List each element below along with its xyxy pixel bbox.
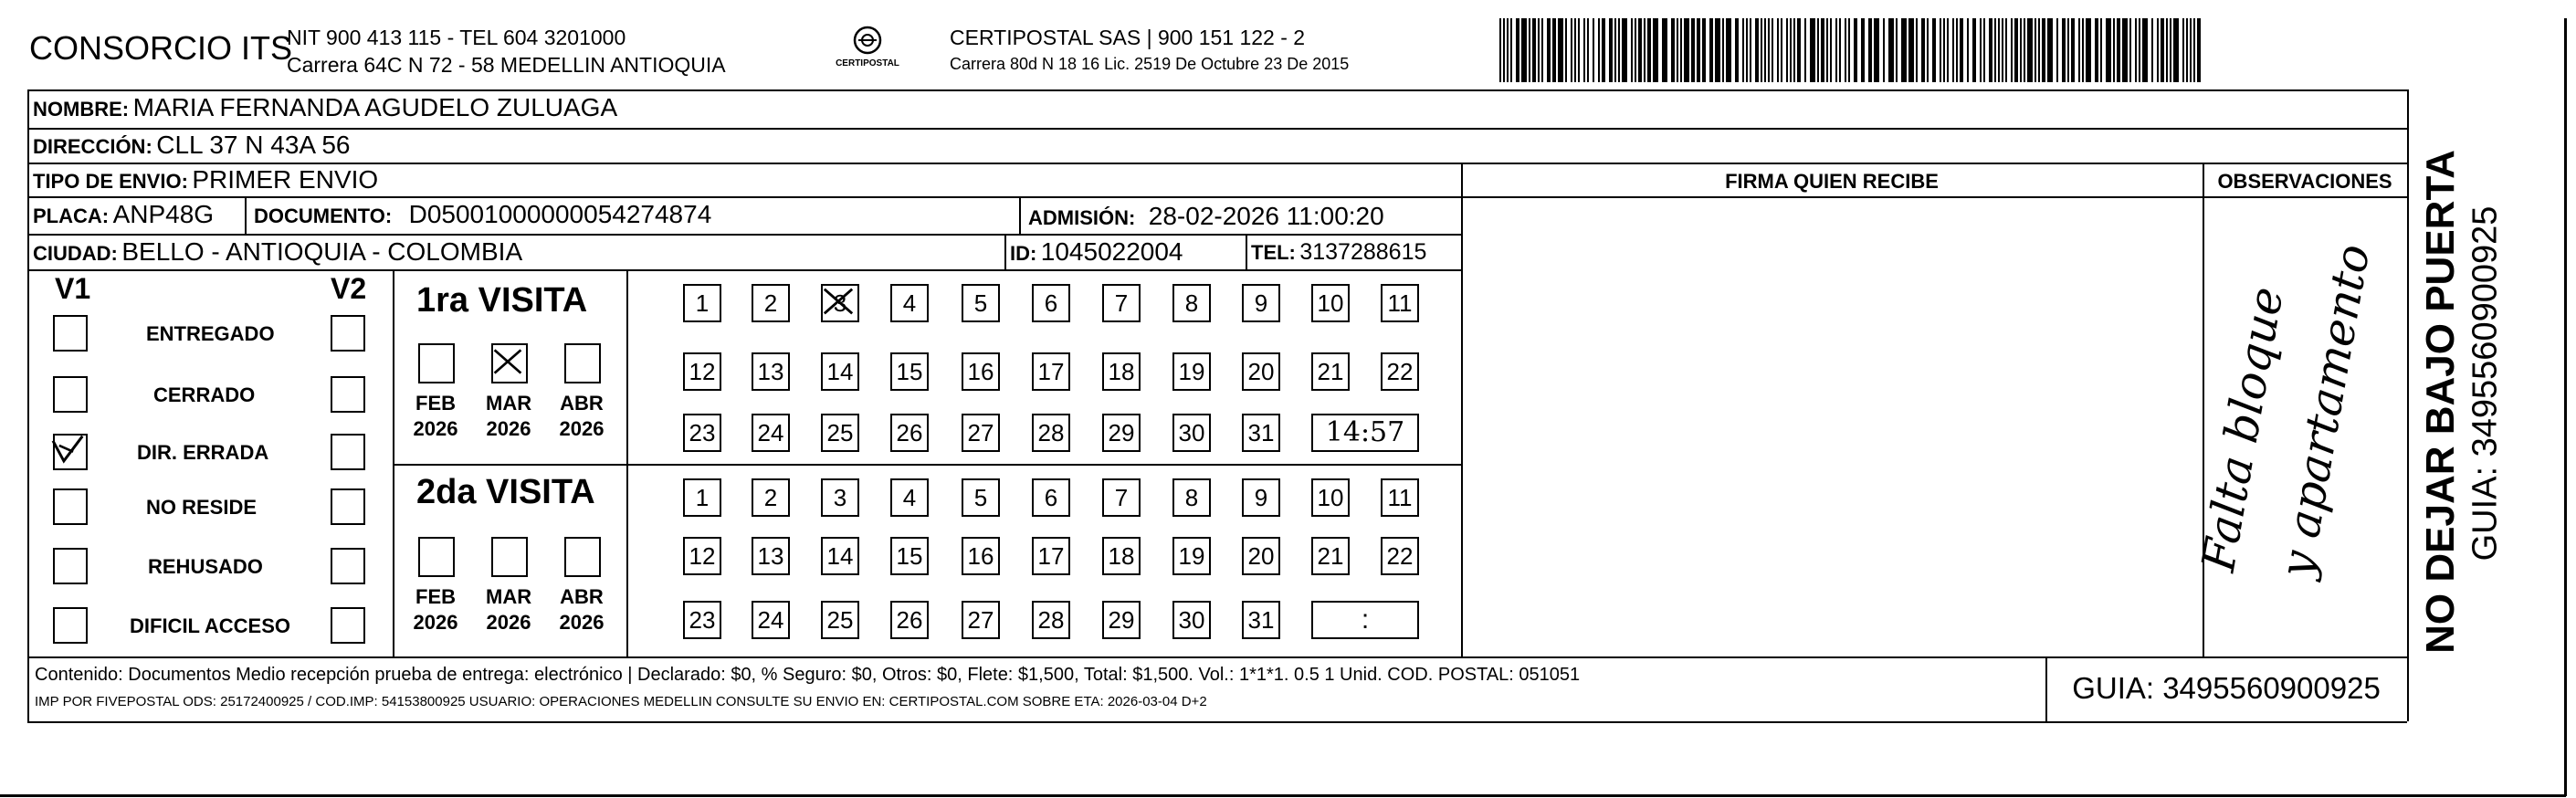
documento-value: D05001000000054274874 xyxy=(408,200,712,228)
tipo-envio-value: PRIMER ENVIO xyxy=(192,165,379,194)
tel-label: TEL: xyxy=(1251,241,1296,264)
v1-checkbox[interactable] xyxy=(53,376,88,413)
day-box[interactable]: 3 xyxy=(821,478,859,517)
day-box[interactable]: 25 xyxy=(821,414,859,452)
v2-checkbox[interactable] xyxy=(331,434,365,470)
nombre-row xyxy=(33,95,617,121)
barcode xyxy=(1499,18,2203,82)
day-box[interactable]: 19 xyxy=(1172,352,1211,391)
day-box[interactable]: 18 xyxy=(1102,352,1141,391)
day-box[interactable]: 11 xyxy=(1381,478,1419,517)
day-box[interactable]: 12 xyxy=(683,537,721,575)
day-box[interactable]: 8 xyxy=(1172,284,1211,322)
time-box[interactable]: 14:57 xyxy=(1311,414,1419,452)
no-dejar-bajo-puerta: NO DEJAR BAJO PUERTA xyxy=(2418,150,2463,654)
firma-label: FIRMA QUIEN RECIBE xyxy=(1725,170,1939,193)
status-option-label: CERRADO xyxy=(153,383,256,406)
admision-value: 28-02-2026 11:00:20 xyxy=(1148,202,1384,230)
visit1-title: 1ra VISITA xyxy=(416,281,588,320)
month-checkbox[interactable] xyxy=(564,343,601,383)
admision-row xyxy=(1028,204,1384,229)
day-box[interactable]: 28 xyxy=(1032,414,1070,452)
day-box[interactable]: 20 xyxy=(1242,352,1280,391)
certipostal-logo xyxy=(831,24,904,75)
documento-label: DOCUMENTO: xyxy=(254,205,393,227)
v2-checkbox[interactable] xyxy=(331,607,365,644)
year-label: 2026 xyxy=(486,611,531,634)
observaciones-label: OBSERVACIONES xyxy=(2217,170,2392,193)
company-address: Carrera 64C N 72 - 58 MEDELLIN ANTIOQUIA xyxy=(287,53,726,77)
visit2-title: 2da VISITA xyxy=(416,473,595,511)
v1-checkbox[interactable] xyxy=(53,488,88,525)
day-box[interactable]: 14 xyxy=(821,352,859,391)
day-box[interactable]: 29 xyxy=(1102,601,1141,639)
status-option-label: DIFICIL ACCESO xyxy=(130,614,291,637)
courier-name: CERTIPOSTAL SAS | 900 151 122 - 2 xyxy=(950,26,1306,49)
v1-label: V1 xyxy=(55,272,91,305)
day-box[interactable]: 22 xyxy=(1381,537,1419,575)
month-label: ABR xyxy=(560,585,604,608)
year-label: 2026 xyxy=(413,417,458,440)
day-box[interactable]: 21 xyxy=(1311,537,1350,575)
v1-checkbox[interactable] xyxy=(53,607,88,644)
day-box[interactable]: 26 xyxy=(890,414,929,452)
day-box[interactable]: 1 xyxy=(683,284,721,322)
v2-label: V2 xyxy=(331,272,367,305)
day-box[interactable]: 5 xyxy=(962,478,1000,517)
tipo-envio-row xyxy=(33,167,378,193)
day-box[interactable]: 11 xyxy=(1381,284,1419,322)
footer-line2: IMP POR FIVEPOSTAL ODS: 25172400925 / COD.IMP: 54153800925 USUARIO: OPERACIONES MEDELLIN CONSULTE SU ENVIO EN: CERTIPOSTAL.COM SOBRE ETA: 2026-03-04 D+2 xyxy=(35,694,1207,709)
day-box[interactable]: 1 xyxy=(683,478,721,517)
placa-label: PLACA: xyxy=(33,205,110,227)
v2-checkbox[interactable] xyxy=(331,376,365,413)
day-box[interactable]: 24 xyxy=(752,414,790,452)
direccion-label: DIRECCIÓN: xyxy=(33,135,152,158)
day-box[interactable]: 19 xyxy=(1172,537,1211,575)
year-label: 2026 xyxy=(559,417,605,440)
day-box[interactable]: 20 xyxy=(1242,537,1280,575)
day-box[interactable]: 16 xyxy=(962,537,1000,575)
side-guia: GUIA: 3495560900925 xyxy=(2466,205,2505,562)
day-box[interactable]: 9 xyxy=(1242,284,1280,322)
ciudad-row xyxy=(33,239,522,265)
day-box[interactable]: 22 xyxy=(1381,352,1419,391)
day-box[interactable]: 30 xyxy=(1172,601,1211,639)
v2-checkbox[interactable] xyxy=(331,315,365,352)
day-box[interactable]: 17 xyxy=(1032,537,1070,575)
month-checkbox[interactable] xyxy=(418,537,455,577)
day-box[interactable]: 23 xyxy=(683,601,721,639)
nombre-label: NOMBRE: xyxy=(33,98,130,121)
v2-checkbox[interactable] xyxy=(331,548,365,584)
day-box[interactable]: 12 xyxy=(683,352,721,391)
tel-value: 3137288615 xyxy=(1299,239,1427,265)
day-box[interactable]: 21 xyxy=(1311,352,1350,391)
month-checkbox[interactable] xyxy=(491,537,528,577)
day-box[interactable]: 5 xyxy=(962,284,1000,322)
courier-license: Carrera 80d N 18 16 Lic. 2519 De Octubre 23 De 2015 xyxy=(950,55,1350,73)
status-option-label: ENTREGADO xyxy=(146,322,275,345)
placa-row xyxy=(33,202,214,227)
month-label: MAR xyxy=(486,585,532,608)
day-box[interactable]: 8 xyxy=(1172,478,1211,517)
observation-line1: Falta bloque xyxy=(2192,282,2294,576)
company-name: CONSORCIO ITS xyxy=(29,29,293,67)
logo-text: CERTIPOSTAL xyxy=(836,58,899,68)
day-box[interactable]: 4 xyxy=(890,284,929,322)
day-box[interactable]: 23 xyxy=(683,414,721,452)
day-box[interactable]: 10 xyxy=(1311,284,1350,322)
status-option-label: NO RESIDE xyxy=(146,496,258,519)
day-box[interactable]: 25 xyxy=(821,601,859,639)
company-nit: NIT 900 413 115 - TEL 604 3201000 xyxy=(287,26,626,49)
ciudad-value: BELLO - ANTIOQUIA - COLOMBIA xyxy=(121,237,523,266)
admision-label: ADMISIÓN: xyxy=(1028,206,1136,229)
day-box[interactable]: 6 xyxy=(1032,478,1070,517)
id-row xyxy=(1010,239,1183,265)
day-box[interactable]: 24 xyxy=(752,601,790,639)
day-box[interactable]: 15 xyxy=(890,537,929,575)
time-box[interactable]: : xyxy=(1311,601,1419,639)
day-box[interactable]: 6 xyxy=(1032,284,1070,322)
year-label: 2026 xyxy=(559,611,605,634)
documento-row xyxy=(254,202,711,227)
status-option-label: REHUSADO xyxy=(148,555,263,578)
footer-guia: GUIA: 3495560900925 xyxy=(2072,671,2381,705)
tipo-envio-label: TIPO DE ENVIO: xyxy=(33,170,188,193)
day-box[interactable]: 18 xyxy=(1102,537,1141,575)
day-box[interactable]: 4 xyxy=(890,478,929,517)
day-box[interactable]: 28 xyxy=(1032,601,1070,639)
day-box[interactable]: 13 xyxy=(752,352,790,391)
month-checkbox[interactable] xyxy=(418,343,455,383)
v1-checkbox[interactable] xyxy=(53,548,88,584)
day-box[interactable]: 9 xyxy=(1242,478,1280,517)
id-label: ID: xyxy=(1010,242,1037,265)
day-box[interactable]: 27 xyxy=(962,414,1000,452)
observation-line2: y apartamento xyxy=(2269,240,2381,582)
v1-checkbox[interactable] xyxy=(53,434,88,470)
day-box[interactable]: 3 xyxy=(821,284,859,322)
day-box[interactable]: 15 xyxy=(890,352,929,391)
placa-value: ANP48G xyxy=(112,200,215,228)
day-box[interactable]: 16 xyxy=(962,352,1000,391)
direccion-row xyxy=(33,132,350,158)
month-label: MAR xyxy=(486,392,532,415)
day-box[interactable]: 26 xyxy=(890,601,929,639)
day-box[interactable]: 2 xyxy=(752,478,790,517)
year-label: 2026 xyxy=(486,417,531,440)
month-checkbox[interactable] xyxy=(491,343,528,383)
month-label: FEB xyxy=(415,585,456,608)
footer-line1: Contenido: Documentos Medio recepción prueba de entrega: electrónico | Declarado: $0, % Seguro: $0, Otros: $0, Flete: $1,500, Total: $1,500. Vol.: 1*1*1. 0.5 1 Unid. COD. POSTAL: 051051 xyxy=(35,665,1581,685)
day-box[interactable]: 7 xyxy=(1102,478,1141,517)
day-box[interactable]: 10 xyxy=(1311,478,1350,517)
day-box[interactable]: 17 xyxy=(1032,352,1070,391)
month-label: FEB xyxy=(415,392,456,415)
status-option-label: DIR. ERRADA xyxy=(137,441,269,464)
day-box[interactable]: 13 xyxy=(752,537,790,575)
day-box[interactable]: 27 xyxy=(962,601,1000,639)
v1-checkbox[interactable] xyxy=(53,315,88,352)
ciudad-label: CIUDAD: xyxy=(33,242,118,265)
day-box[interactable]: 29 xyxy=(1102,414,1141,452)
year-label: 2026 xyxy=(413,611,458,634)
direccion-value: CLL 37 N 43A 56 xyxy=(156,131,351,159)
tel-row xyxy=(1251,241,1426,264)
month-checkbox[interactable] xyxy=(564,537,601,577)
day-box[interactable]: 30 xyxy=(1172,414,1211,452)
day-box[interactable]: 31 xyxy=(1242,414,1280,452)
day-box[interactable]: 14 xyxy=(821,537,859,575)
nombre-value: MARIA FERNANDA AGUDELO ZULUAGA xyxy=(132,93,618,121)
id-value: 1045022004 xyxy=(1040,237,1183,266)
day-box[interactable]: 2 xyxy=(752,284,790,322)
v2-checkbox[interactable] xyxy=(331,488,365,525)
day-box[interactable]: 7 xyxy=(1102,284,1141,322)
day-box[interactable]: 31 xyxy=(1242,601,1280,639)
month-label: ABR xyxy=(560,392,604,415)
